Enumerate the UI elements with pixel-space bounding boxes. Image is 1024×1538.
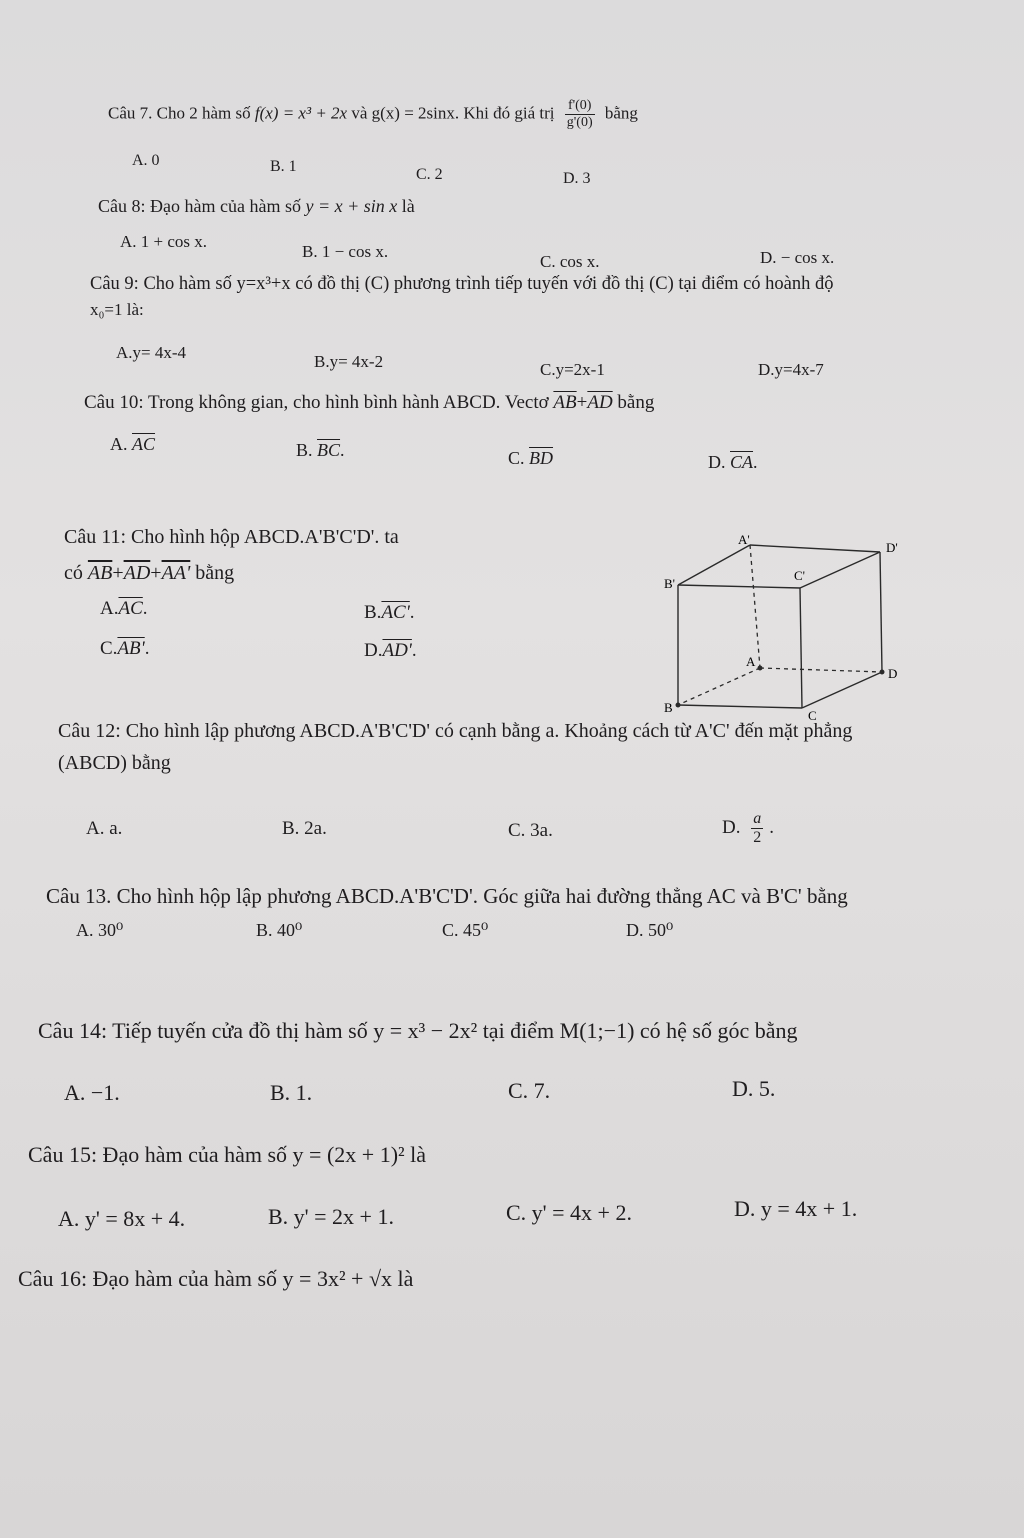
q12-d-den: 2 — [753, 829, 762, 846]
question-11-line-1: Câu 11: Cho hình hộp ABCD.A'B'C'D'. ta — [64, 526, 399, 548]
q10-vector-ad: $\overline{AD}$ — [587, 392, 613, 413]
q10-option-b-dot: . — [340, 440, 345, 460]
q10-option-b-letter: B. — [296, 440, 313, 460]
q11-vector-ab: $\overline{AB}$ — [87, 562, 113, 584]
q10-option-c[interactable] — [508, 448, 553, 469]
q10-option-a-letter: A. — [110, 434, 128, 454]
q15-option-c[interactable]: C. y' = 4x + 2. — [506, 1200, 632, 1225]
q12-option-d-dot: . — [769, 816, 774, 838]
question-12-line-2: (ABCD) bằng — [58, 752, 171, 774]
label-b1: B' — [664, 576, 676, 591]
q8-option-a[interactable]: A. 1 + cos x. — [120, 232, 208, 251]
q12-d-num: a — [753, 810, 762, 827]
q9-option-a[interactable]: A.y= 4x-4 — [116, 343, 187, 362]
q11-option-d-letter: D. — [364, 640, 383, 661]
q9-option-d[interactable]: D.y=4x-7 — [758, 360, 824, 379]
q7-g-expr: g(x) = 2sinx — [371, 103, 455, 123]
q7-option-d[interactable]: D. 3 — [563, 170, 591, 187]
q13-option-a[interactable]: A. 30⁰ — [76, 920, 124, 940]
edge-a1-a-hidden — [750, 545, 760, 668]
q7-text-b: . Khi đó giá trị — [454, 103, 555, 123]
edge-b-c — [678, 705, 802, 708]
q11-option-d[interactable] — [364, 640, 417, 662]
edge-a1-d1 — [750, 545, 880, 552]
q14-option-b[interactable]: B. 1. — [270, 1080, 313, 1105]
q7-frac-num: f'(0) — [565, 98, 595, 115]
q10-option-d[interactable] — [708, 452, 758, 473]
q11-option-b-vector: AC' — [381, 602, 410, 623]
q12-option-c[interactable]: C. 3a. — [508, 820, 553, 841]
label-d1: D' — [886, 540, 898, 555]
q11-vector-aa1: AA' — [161, 562, 191, 584]
q12-option-d-letter: D. — [722, 816, 741, 838]
edge-c1-d1 — [800, 552, 880, 588]
q15-option-d[interactable]: D. y = 4x + 1. — [734, 1196, 858, 1221]
q14-option-c[interactable]: C. 7. — [508, 1078, 551, 1103]
q10-option-d-dot: . — [753, 452, 758, 472]
q13-option-b[interactable]: B. 40⁰ — [256, 920, 303, 940]
label-a: A — [746, 654, 756, 669]
question-15-stem: Câu 15: Đạo hàm của hàm số y = (2x + 1)² là — [28, 1142, 426, 1167]
q11-option-b-dot: . — [409, 602, 415, 623]
label-c1: C' — [794, 568, 806, 583]
q7-fraction — [565, 98, 595, 131]
question-9-line-2: x₀=1 là: — [90, 300, 144, 319]
q11-text-b: bằng — [195, 562, 235, 584]
q10-option-a[interactable] — [110, 434, 155, 455]
q11-option-c-letter: C. — [100, 638, 118, 659]
q7-option-a[interactable]: A. 0 — [132, 152, 160, 169]
q11-option-a-vector: $\overline{AC}$ — [118, 598, 143, 619]
q11-option-b[interactable] — [364, 602, 415, 624]
q15-option-b[interactable]: B. y' = 2x + 1. — [268, 1204, 394, 1229]
q10-option-b[interactable] — [296, 440, 345, 461]
label-a1: A' — [738, 532, 750, 547]
q11-option-a[interactable] — [100, 598, 148, 620]
question-12-line-1: Câu 12: Cho hình lập phương ABCD.A'B'C'D' có cạnh bằng a. Khoảng cách từ A'C' đến mặt phẳng — [58, 720, 853, 742]
question-14-stem: Câu 14: Tiếp tuyến cửa đồ thị hàm số y = x³ − 2x² tại điểm M(1;−1) có hệ số góc bằng — [38, 1018, 798, 1043]
q12-option-a[interactable]: A. a. — [86, 818, 123, 839]
question-13-stem: Câu 13. Cho hình hộp lập phương ABCD.A'B'C'D'. Góc giữa hai đường thẳng AC và B'C' bằng — [46, 884, 848, 908]
q12-option-b[interactable]: B. 2a. — [282, 818, 327, 839]
question-7-stem — [108, 98, 638, 131]
q7-option-b[interactable]: B. 1 — [270, 158, 297, 175]
q7-text-a: Câu 7. Cho 2 hàm số — [108, 103, 251, 123]
edge-a1-b1 — [678, 545, 750, 585]
q10-vector-ab: $\overline{AB}$ — [553, 392, 577, 413]
question-8-stem — [98, 196, 415, 217]
q10-plus: + — [576, 392, 588, 413]
q9-option-b[interactable]: B.y= 4x-2 — [314, 352, 384, 371]
q13-option-d[interactable]: D. 50⁰ — [626, 920, 674, 940]
q10-option-c-letter: C. — [508, 448, 525, 468]
q8-tail: là — [401, 196, 415, 216]
q7-and: và — [351, 103, 368, 123]
label-d: D — [888, 666, 898, 681]
q12-option-d-fraction — [751, 810, 763, 847]
question-9-line-1: Câu 9: Cho hàm số y=x³+x có đồ thị (C) phương trình tiếp tuyến với đồ thị (C) tại điểm có hoành độ — [90, 274, 834, 294]
edge-d1-d — [880, 552, 882, 672]
q7-frac-den: g'(0) — [566, 115, 593, 130]
q10-option-d-vector: $\overline{CA}$ — [730, 452, 754, 472]
edge-a-b-hidden — [678, 668, 760, 705]
q10-option-b-vector: $\overline{BC}$ — [317, 440, 341, 460]
q11-option-a-dot: . — [142, 598, 148, 619]
q12-option-d[interactable] — [722, 810, 774, 847]
q8-option-b[interactable]: B. 1 − cos x. — [302, 242, 389, 261]
q10-option-a-vector: $\overline{AC}$ — [132, 434, 156, 454]
q7-text-c: bằng — [604, 103, 638, 123]
question-11-line-2: có $\overline{AB}+\overline{AD}+AA'$ bằng — [64, 562, 235, 584]
q11-option-d-vector: AD' — [382, 640, 412, 661]
q11-option-a-letter: A. — [100, 598, 119, 619]
q11-option-c-vector: AB' — [117, 638, 145, 659]
label-b: B — [664, 700, 673, 715]
q10-option-d-letter: D. — [708, 452, 726, 472]
q11-option-c[interactable] — [100, 638, 149, 660]
edge-b1-c1 — [678, 585, 800, 588]
q11-option-b-letter: B. — [364, 602, 382, 623]
edge-a-d-hidden — [760, 668, 882, 672]
q14-option-d[interactable]: D. 5. — [732, 1076, 776, 1101]
q8-expr: y = x + sin x — [305, 196, 398, 216]
q8-option-d[interactable]: D. − cos x. — [760, 248, 835, 267]
q7-option-c[interactable]: C. 2 — [416, 166, 443, 183]
q11-text-a: có — [64, 562, 83, 584]
q14-option-a[interactable]: A. −1. — [64, 1080, 120, 1105]
q11-option-c-dot: . — [144, 638, 150, 659]
question-10-stem — [84, 392, 654, 414]
cube-figure — [650, 530, 920, 730]
q8-text: Câu 8: Đạo hàm của hàm số — [98, 196, 301, 216]
q10-option-c-vector: $\overline{BD}$ — [529, 448, 554, 468]
q10-tail: bằng — [617, 392, 655, 413]
q7-f-expr: f(x) = x³ + 2x — [254, 103, 348, 123]
q10-text: Câu 10: Trong không gian, cho hình bình hành ABCD. Vectơ — [84, 392, 549, 413]
q13-option-c[interactable]: C. 45⁰ — [442, 920, 489, 940]
q11-vector-ad: $\overline{AD}$ — [123, 562, 151, 584]
label-c: C — [808, 708, 817, 723]
edge-c1-c — [800, 588, 802, 708]
q15-option-a[interactable]: A. y' = 8x + 4. — [58, 1206, 186, 1231]
q9-option-c[interactable]: C.y=2x-1 — [540, 360, 605, 379]
q8-option-c[interactable]: C. cos x. — [540, 252, 600, 271]
q11-option-d-dot: . — [411, 640, 417, 661]
edge-c-d — [802, 672, 882, 708]
question-16-stem: Câu 16: Đạo hàm của hàm số y = 3x² + √x là — [18, 1266, 414, 1291]
